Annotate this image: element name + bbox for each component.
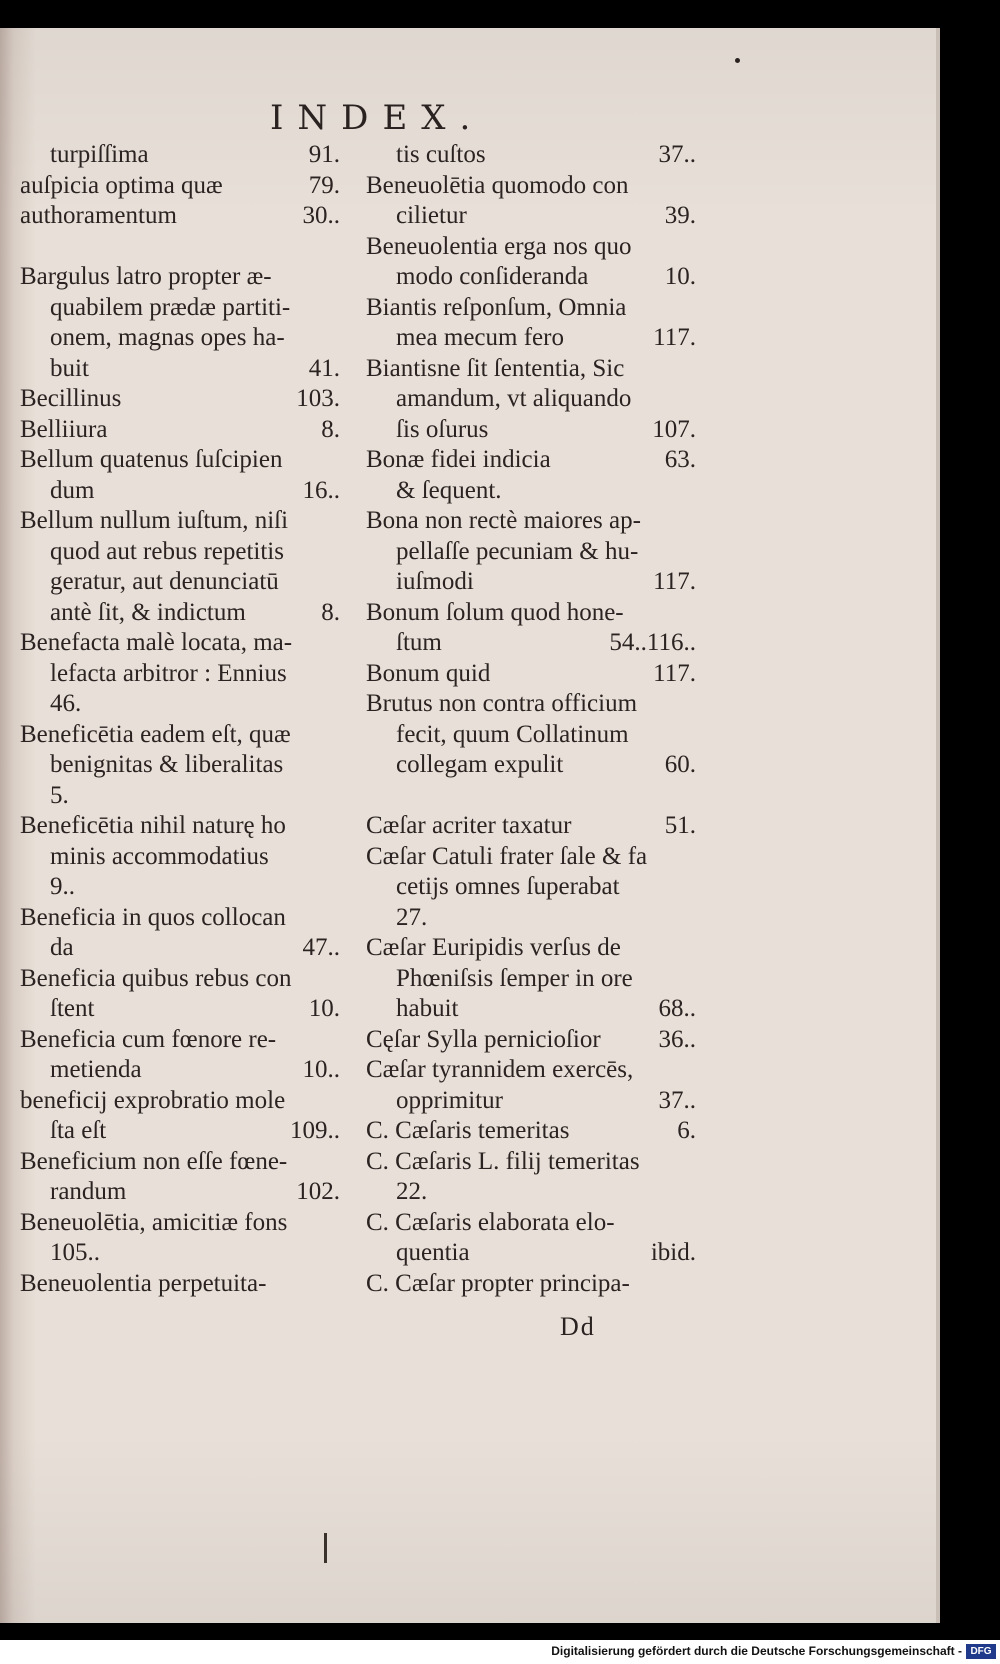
index-term: authoramentum: [20, 202, 177, 229]
index-entry: [366, 354, 696, 446]
index-line: [20, 598, 340, 629]
index-entry: [20, 1086, 340, 1147]
index-term: ſtent: [50, 995, 95, 1022]
index-term: Bona non rectè maiores ap-: [366, 507, 641, 534]
page-reference: 117.: [653, 324, 696, 351]
index-line: [366, 323, 696, 354]
index-term: buit: [50, 354, 89, 382]
index-line: [20, 537, 340, 568]
index-line: [366, 354, 696, 385]
page-reference: 30..: [302, 202, 340, 229]
index-line: [20, 201, 340, 232]
index-line: [366, 872, 696, 903]
index-line: [20, 140, 340, 171]
index-line: [20, 903, 340, 934]
index-term: Cæſar tyrannidem exercēs,: [366, 1056, 634, 1083]
index-term: C. Cæſar propter principa-: [366, 1269, 630, 1297]
page-reference: 39.: [664, 202, 696, 229]
index-entry: [366, 842, 696, 934]
page-reference: 68..: [658, 995, 696, 1022]
page-reference: ibid.: [650, 1239, 696, 1266]
index-entry: [20, 445, 340, 506]
index-term: quabilem prædæ partiti-: [50, 293, 291, 321]
index-term: Cęſar Sylla pernicioſior: [366, 1025, 601, 1053]
page-reference: 109..: [290, 1117, 340, 1144]
index-entry: [366, 1147, 696, 1208]
index-line: [20, 1269, 340, 1300]
index-term: Bonæ fidei indicia: [366, 446, 551, 473]
index-term: benignitas & liberalitas: [50, 751, 284, 778]
index-term: habuit: [396, 995, 459, 1022]
index-term: Bargulus latro propter æ-: [20, 263, 272, 290]
index-term: 105..: [50, 1239, 100, 1266]
margin-tick-mark: [324, 1533, 327, 1563]
index-line: [20, 994, 340, 1025]
index-line: [366, 445, 696, 476]
index-line: [20, 323, 340, 354]
index-line: [20, 1116, 340, 1147]
index-entry: [366, 598, 696, 659]
index-term: Beneuolentia perpetuita-: [20, 1269, 267, 1297]
index-line: [20, 445, 340, 476]
index-entry: [20, 384, 340, 415]
index-entry: [366, 933, 696, 1025]
page-reference: 37..: [658, 141, 696, 168]
index-line: [366, 201, 696, 232]
index-line: [366, 933, 696, 964]
index-line: [366, 262, 696, 293]
index-term: antè ſit, & indictum: [50, 598, 246, 626]
index-entry: [20, 1208, 340, 1269]
page-edge: [936, 28, 940, 1623]
index-entry: [20, 262, 340, 384]
index-term: Bellum nullum iuſtum, niſi: [20, 507, 289, 534]
index-line: [20, 964, 340, 995]
index-term: Cæſar Catuli frater ſale & fa: [366, 842, 648, 870]
index-line: [366, 537, 696, 568]
index-line: [20, 415, 340, 446]
index-entry: [366, 1269, 696, 1300]
index-entry: [366, 140, 696, 171]
index-entry: [20, 903, 340, 964]
index-line: [20, 781, 340, 812]
index-term: Beneficia cum fœnore re-: [20, 1025, 277, 1053]
index-term: Belliiura: [20, 415, 108, 443]
index-line: [20, 1025, 340, 1056]
index-term: collegam expulit: [396, 751, 564, 778]
index-term: cilietur: [396, 202, 467, 229]
index-line: [20, 689, 340, 720]
index-line: [20, 293, 340, 324]
index-line: [20, 659, 340, 690]
index-line: [20, 506, 340, 537]
index-term: Beneuolētia quomodo con: [366, 171, 629, 199]
index-term: Beneuolētia, amicitiæ fons: [20, 1208, 288, 1236]
index-entry: [20, 1025, 340, 1086]
index-entry: [20, 964, 340, 1025]
footer-credit: Digitalisierung gefördert durch die Deutsche Forschungsgemeinschaft -: [551, 1644, 962, 1658]
index-line: [366, 1086, 696, 1117]
page-reference: 41.: [308, 354, 340, 382]
page-reference: 16..: [302, 476, 340, 504]
index-entry: [20, 140, 340, 171]
page-reference: 47..: [302, 934, 340, 961]
index-term: C. Cæſaris L. filij temeritas: [366, 1147, 640, 1175]
index-line: [366, 659, 696, 690]
index-entry: [20, 1269, 340, 1300]
page-reference: 117.: [653, 568, 696, 595]
index-term: beneficij exprobratio mole: [20, 1086, 286, 1114]
index-entry: [366, 171, 696, 232]
index-entry: [20, 415, 340, 446]
index-line: [366, 903, 696, 934]
index-term: Biantisne ſit ſententia, Sic: [366, 354, 625, 382]
index-term: amandum, vt aliquando: [396, 385, 632, 412]
index-term: Beneficētia nihil naturę ho: [20, 812, 286, 839]
index-line: [20, 1147, 340, 1178]
index-term: da: [50, 934, 74, 961]
page-reference: 51.: [664, 812, 696, 839]
index-line: [366, 415, 696, 446]
index-line: [366, 598, 696, 629]
index-line: [20, 750, 340, 781]
index-term: auſpicia optima quæ: [20, 171, 223, 199]
index-line: [366, 476, 696, 507]
index-entry: [366, 445, 696, 506]
index-term: Cæſar acriter taxatur: [366, 812, 572, 839]
index-term: 27.: [396, 903, 428, 931]
index-term: tis cuſtos: [396, 141, 486, 168]
index-line: [20, 262, 340, 293]
index-term: fecit, quum Collatinum: [396, 720, 629, 748]
page-reference: 37..: [658, 1086, 696, 1114]
index-column-left: [20, 140, 340, 1299]
index-term: 22.: [396, 1178, 428, 1205]
index-line: [20, 1208, 340, 1239]
index-entry: [366, 811, 696, 842]
index-term: Bonum ſolum quod hone-: [366, 598, 624, 626]
digitization-footer: [0, 1640, 1000, 1664]
index-entry: [366, 1116, 696, 1147]
index-term: 9..: [50, 873, 75, 900]
index-line: [20, 384, 340, 415]
index-entry: [366, 1055, 696, 1116]
catchword: Dd: [560, 1312, 596, 1341]
page-reference: 6.: [677, 1117, 696, 1144]
index-term: & ſequent.: [396, 476, 502, 504]
index-term: C. Cæſaris elaborata elo-: [366, 1208, 615, 1236]
index-line: [20, 720, 340, 751]
index-line: [20, 1086, 340, 1117]
page-reference: 60.: [664, 751, 696, 778]
index-term: Beneuolentia erga nos quo: [366, 232, 632, 260]
index-line: [366, 1116, 696, 1147]
page-reference: 10..: [302, 1056, 340, 1083]
index-line: [366, 1055, 696, 1086]
page-reference: 102.: [296, 1178, 340, 1205]
index-entry: [20, 506, 340, 628]
index-line: [366, 567, 696, 598]
page-reference: 8.: [321, 415, 340, 443]
index-line: [20, 842, 340, 873]
index-term: modo conſideranda: [396, 263, 589, 290]
index-term: mea mecum fero: [396, 324, 564, 351]
page-reference: 63.: [664, 446, 696, 473]
index-term: Bellum quatenus ſuſcipien: [20, 446, 283, 473]
index-line: [20, 567, 340, 598]
index-line: [366, 171, 696, 202]
index-entry: [20, 1147, 340, 1208]
index-term: metienda: [50, 1056, 142, 1083]
index-term: onem, magnas opes ha-: [50, 324, 285, 351]
index-entry: [366, 659, 696, 690]
index-term: dum: [50, 476, 95, 504]
index-line: [366, 842, 696, 873]
index-entry: [20, 628, 340, 720]
index-line: [20, 1177, 340, 1208]
page-reference: 54..116..: [609, 629, 696, 656]
index-line: [366, 1208, 696, 1239]
index-line: [366, 384, 696, 415]
index-entry: [366, 506, 696, 598]
index-line: [20, 1238, 340, 1269]
index-line: [366, 964, 696, 995]
index-term: pellaſſe pecuniam & hu-: [396, 537, 639, 565]
index-term: Beneficētia eadem eſt, quæ: [20, 720, 291, 748]
index-entry: [20, 201, 340, 232]
page-reference: 10.: [308, 995, 340, 1022]
index-term: Phœniſsis ſemper in ore: [396, 964, 633, 992]
index-line: [366, 140, 696, 171]
page-reference: 103.: [296, 385, 340, 412]
index-line: [366, 1177, 696, 1208]
index-line: [366, 1269, 696, 1300]
index-line: [20, 872, 340, 903]
index-line: [366, 1025, 696, 1056]
page-reference: 107.: [652, 415, 696, 443]
index-line: [366, 994, 696, 1025]
index-line: [366, 232, 696, 263]
index-term: cetijs omnes ſuperabat: [396, 873, 620, 900]
index-term: ſtum: [396, 629, 442, 656]
index-term: opprimitur: [396, 1086, 503, 1114]
index-entry: [366, 1208, 696, 1269]
index-line: [20, 171, 340, 202]
index-line: [366, 506, 696, 537]
index-line: [20, 1055, 340, 1086]
index-term: randum: [50, 1178, 127, 1205]
index-line: [366, 293, 696, 324]
page-reference: 10.: [664, 263, 696, 290]
index-term: iuſmodi: [396, 568, 474, 595]
index-entry: [366, 293, 696, 354]
index-term: quentia: [396, 1239, 470, 1266]
entry-gap: [366, 781, 696, 812]
index-term: 46.: [50, 690, 82, 717]
index-term: turpiſſima: [50, 141, 149, 168]
index-term: geratur, aut denunciatū: [50, 568, 279, 595]
index-entry: [20, 720, 340, 812]
index-line: [366, 689, 696, 720]
index-line: [20, 933, 340, 964]
entry-gap: [20, 232, 340, 263]
index-term: quod aut rebus repetitis: [50, 537, 284, 565]
index-line: [366, 628, 696, 659]
index-line: [366, 1147, 696, 1178]
index-term: Cæſar Euripidis verſus de: [366, 934, 621, 961]
index-term: Brutus non contra officium: [366, 690, 638, 717]
index-term: Becillinus: [20, 385, 122, 412]
index-term: ſis oſurus: [396, 415, 489, 443]
index-term: lefacta arbitror : Ennius: [50, 659, 287, 687]
page-reference: 8.: [321, 598, 340, 626]
index-term: ſta eſt: [50, 1117, 107, 1144]
index-entry: [366, 232, 696, 293]
index-term: Benefacta malè locata, ma-: [20, 629, 293, 656]
index-entry: [20, 811, 340, 903]
index-line: [20, 476, 340, 507]
page-reference: 79.: [308, 171, 340, 199]
index-line: [20, 628, 340, 659]
index-term: C. Cæſaris temeritas: [366, 1117, 570, 1144]
page-reference: 117.: [653, 659, 696, 687]
dfg-logo-icon: DFG: [966, 1644, 996, 1659]
index-term: Biantis reſponſum, Omnia: [366, 293, 627, 321]
index-entry: [366, 1025, 696, 1056]
index-entry: [20, 171, 340, 202]
index-line: [366, 811, 696, 842]
index-term: 5.: [50, 781, 69, 809]
index-line: [20, 354, 340, 385]
page-reference: 36..: [658, 1025, 696, 1053]
index-term: Beneficium non eſſe fœne-: [20, 1147, 288, 1175]
index-line: [366, 1238, 696, 1269]
page-reference: 91.: [308, 141, 340, 168]
index-line: [366, 720, 696, 751]
index-line: [20, 811, 340, 842]
index-column-right: [366, 140, 696, 1299]
index-term: Beneficia in quos collocan: [20, 903, 286, 931]
index-entry: [366, 689, 696, 781]
index-term: Beneficia quibus rebus con: [20, 964, 292, 992]
ink-dot: [735, 58, 740, 63]
index-term: Bonum quid: [366, 659, 491, 687]
running-head: INDEX.: [270, 98, 485, 138]
index-term: minis accommodatius: [50, 842, 269, 870]
index-line: [366, 750, 696, 781]
